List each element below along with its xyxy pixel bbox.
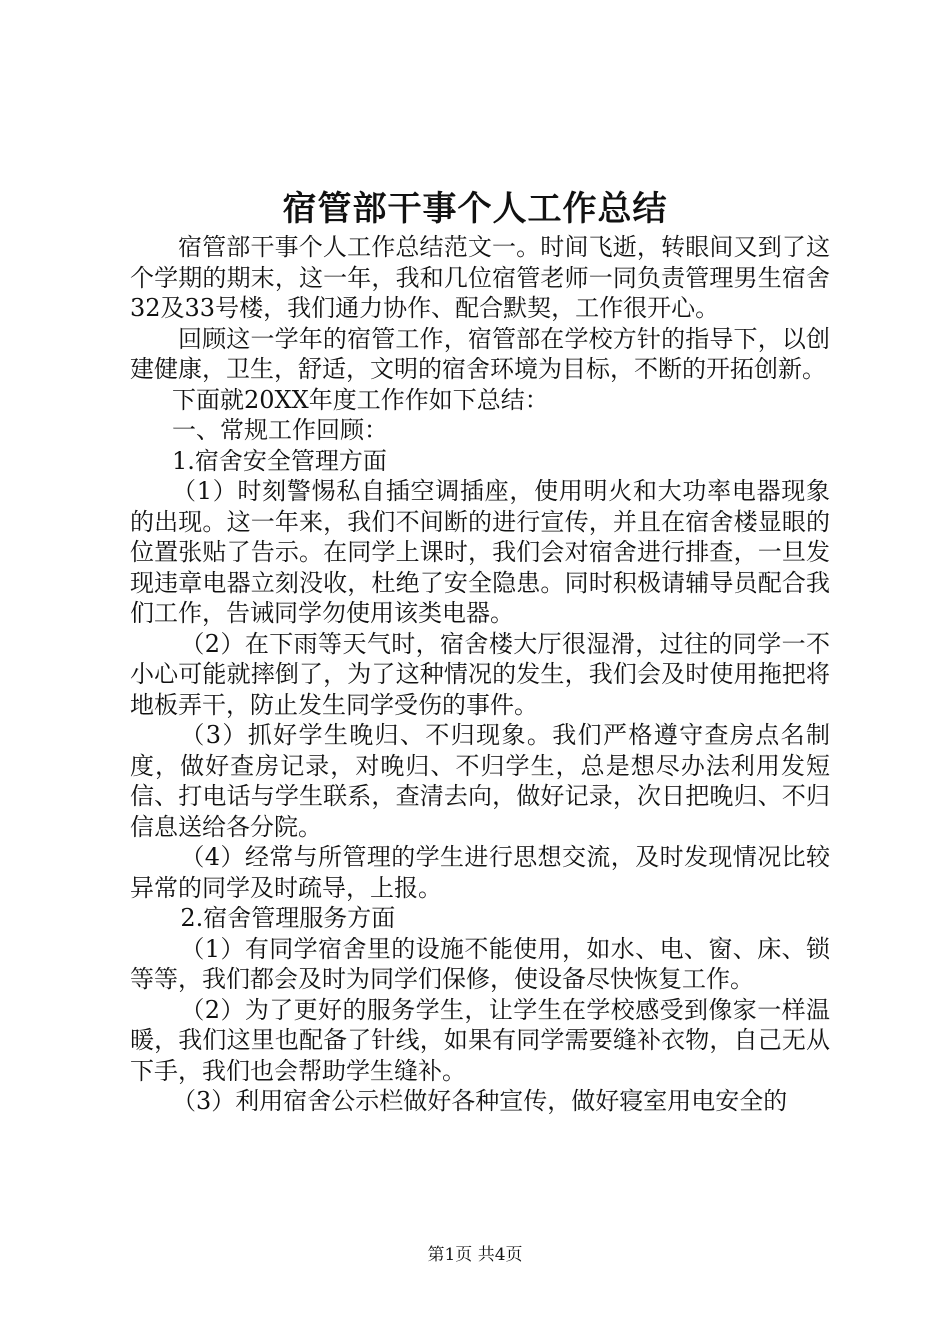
section-heading-routine: 一、常规工作回顾：: [172, 416, 388, 444]
paragraph-service-3: （3）利用宿舍公示栏做好各种宣传，做好寝室用电安全的: [172, 1087, 788, 1115]
paragraph-safety-2: （2）在下雨等天气时，宿舍楼大厅很湿滑，过往的同学一不小心可能就摔倒了，为了这种情况的发生，我们会及时使用拖把将地板弄干，防止发生同学受伤的事件。: [130, 629, 830, 719]
page-footer: 第1页 共4页: [427, 1245, 523, 1265]
paragraph-summary-lead: 下面就20XX年度工作作如下总结：: [172, 385, 549, 414]
subsection-heading-service: 2.宿舍管理服务方面: [180, 904, 396, 932]
document-body: [130, 232, 830, 1117]
paragraph-intro: 宿管部干事个人工作总结范文一。时间飞逝，转眼间又到了这个学期的期末，这一年，我和几位宿管老师一同负责管理男生宿舍32及33号楼，我们通力协作、配合默契，工作很开心。: [130, 233, 830, 322]
document-title: 宿管部干事个人工作总结: [282, 189, 668, 229]
paragraph-review: 回顾这一学年的宿管工作，宿管部在学校方针的指导下，以创建健康，卫生，舒适，文明的宿舍环境为目标，不断的开拓创新。: [130, 324, 830, 383]
paragraph-safety-4: （4）经常与所管理的学生进行思想交流，及时发现情况比较异常的同学及时疏导，上报。: [130, 843, 830, 902]
paragraph-service-1: （1）有同学宿舍里的设施不能使用，如水、电、窗、床、锁等等，我们都会及时为同学们保修，使设备尽快恢复工作。: [130, 934, 830, 993]
paragraph-service-2: （2）为了更好的服务学生，让学生在学校感受到像家一样温暖，我们这里也配备了针线，如果有同学需要缝补衣物，自己无从下手，我们也会帮助学生缝补。: [130, 995, 830, 1085]
subsection-heading-safety: 1.宿舍安全管理方面: [172, 446, 387, 475]
paragraph-safety-1: （1）时刻警惕私自插空调插座，使用明火和大功率电器现象的出现。这一年来，我们不间断的进行宣传，并且在宿舍楼显眼的位置张贴了告示。在同学上课时，我们会对宿舍进行排查，一旦发现违章电器立刻没收，杜绝了安全隐患。同时积极请辅导员配合我们工作，告诫同学勿使用该类电器。: [130, 477, 830, 627]
paragraph-safety-3: （3）抓好学生晚归、不归现象。我们严格遵守查房点名制度，做好查房记录，对晚归、不归学生，总是想尽办法利用发短信、打电话与学生联系，查清去向，做好记录，次日把晚归、不归信息送给各分院。: [130, 721, 830, 841]
